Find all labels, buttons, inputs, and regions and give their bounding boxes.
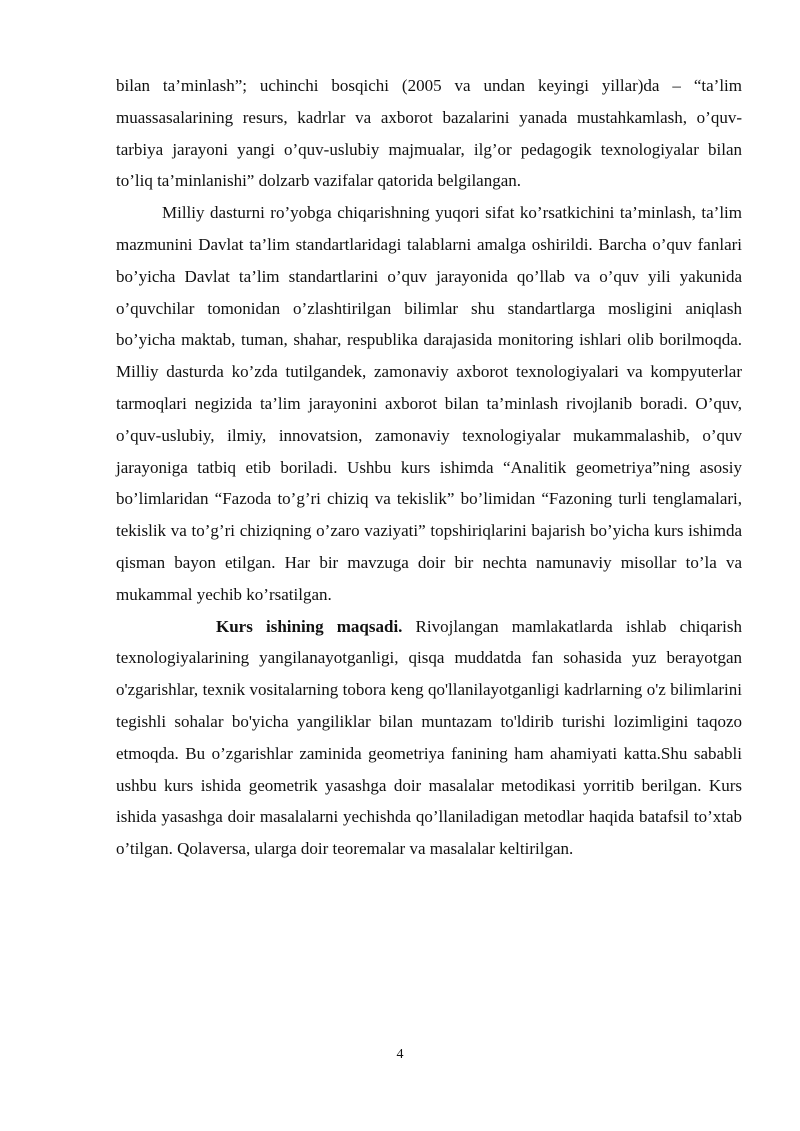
paragraph-2: Milliy dasturni ro’yobga chiqarishning yuqori sifat ko’rsatkichini ta’minlash, ta’lim mazmunini Davlat ta’lim standartlaridagi talablarni amalga oshirildi. Barcha o’quv fanlari bo’yicha Davlat ta’lim standartlarini o’quv jarayonida qo’llab va o’quv yili yakunida o’quvchilar tomonidan o’zlashtirilgan bilimlar shu standartlarga mosligini aniqlash bo’yicha maktab, tuman, shahar, respublika darajasida monitoring ishlari olib borilmoqda. Milliy dasturda ko’zda tutilgandek, zamonaviy axborot texnologiyalari va kompyuterlar tarmoqlari negizida ta’lim jarayonini axborot bilan ta’minlash rivojlanib boradi. O’quv, o’quv-uslubiy, ilmiy, innovatsion, zamonaviy texnologiyalar mukammalashib, o’quv jarayoniga tatbiq etib boriladi. Ushbu kurs ishimda “Analitik geometriya”ning asosiy bo’limlaridan “Fazoda to’g’ri chiziq va tekislik” bo’limidan “Fazoning turli tenglamalari, tekislik va to’g’ri chiziqning o’zaro vaziyati” topshiriqlarini bajarish bo’yicha kurs ishimda qisman bayon etilgan. Har bir mavzuga doir bir nechta namunaviy misollar to’la va mukammal yechib ko’rsatilgan. (116, 203, 742, 604)
paragraph-1: bilan ta’minlash”; uchinchi bosqichi (2005 va undan keyingi yillar)da – “ta’lim muassasalarining resurs, kadrlar va axborot bazalarini yanada mustahkamlash, o’quv-tarbiya jarayoni yangi o’quv-uslubiy majmualar, ilg’or pedagogik texnologiyalar bilan to’liq ta’minlanishi” dolzarb vazifalar qatorida belgilangan. (116, 76, 742, 191)
paragraph-3 (116, 611, 742, 865)
page-number: 4 (396, 1047, 404, 1062)
paragraph-3-body: Rivojlangan mamlakatlarda ishlab chiqarish texnologiyalarining yangilanayotganligi, qisqa muddatda fan sohasida yuz berayotgan o'zgarishlar, texnik vositalarning tobora keng qo'llanilayotganligi kadrlarning o'z bilimlarini tegishli sohalar bo'yicha yangiliklar bilan muntazam to'ldirib turishi lozimligini taqozo etmoqda. Bu o’zgarishlar zaminida geometriya fanining ham ahamiyati katta.Shu sababli ushbu kurs ishida geometrik yasashga doir masalalar metodikasi yorritib berilgan. Kurs ishida yasashga doir masalalarni yechishda qo’llaniladigan metodlar haqida batafsil to’xtab o’tilgan. Qolaversa, ularga doir teoremalar va masalalar keltirilgan. (116, 616, 742, 859)
section-heading: Kurs ishining maqsadi. (216, 616, 403, 636)
document-body (116, 70, 742, 865)
